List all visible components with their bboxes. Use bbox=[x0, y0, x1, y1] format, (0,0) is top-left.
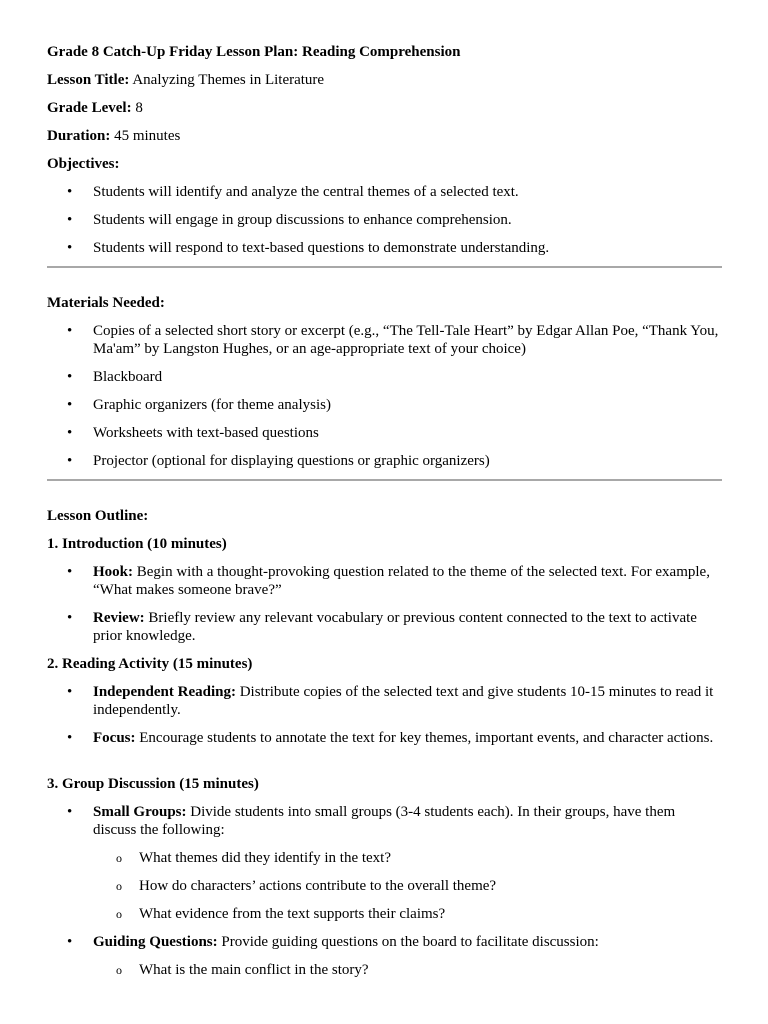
bullet: • bbox=[67, 397, 73, 413]
discussion-question: What evidence from the text supports their claims? bbox=[139, 906, 446, 922]
independent-reading-text: Distribute copies of the selected text and give students 10-15 minutes to read it independently. bbox=[93, 684, 714, 718]
objectives-heading: Objectives: bbox=[47, 156, 120, 172]
small-groups-text: Divide students into small groups (3-4 students each). In their groups, have them discuss the following: bbox=[93, 804, 676, 838]
materials-heading: Materials Needed: bbox=[47, 295, 165, 311]
review-label: Review: bbox=[93, 610, 145, 626]
bullet: • bbox=[67, 453, 73, 469]
bullet: • bbox=[67, 934, 73, 950]
guiding-question: What is the main conflict in the story? bbox=[139, 962, 369, 978]
sub-bullet: o bbox=[116, 879, 122, 893]
discussion-question: How do characters’ actions contribute to the overall theme? bbox=[139, 878, 497, 894]
material-item: Blackboard bbox=[93, 369, 163, 385]
guiding-questions-item bbox=[93, 933, 722, 951]
independent-reading-label: Independent Reading: bbox=[93, 684, 236, 700]
guiding-questions-label: Guiding Questions: bbox=[93, 934, 218, 950]
small-groups-label: Small Groups: bbox=[93, 804, 187, 820]
bullet: • bbox=[67, 425, 73, 441]
bullet: • bbox=[67, 610, 73, 626]
bullet: • bbox=[67, 369, 73, 385]
grade-level-label: Grade Level: bbox=[47, 100, 132, 116]
bullet: • bbox=[67, 564, 73, 580]
material-item: Graphic organizers (for theme analysis) bbox=[93, 397, 331, 413]
bullet: • bbox=[67, 804, 73, 820]
bullet: • bbox=[67, 684, 73, 700]
bullet: • bbox=[67, 184, 73, 200]
grade-level-line bbox=[47, 99, 143, 117]
horizontal-rule bbox=[47, 479, 722, 481]
hook-text: Begin with a thought-provoking question related to the theme of the selected text. For example, “What makes someone brave?” bbox=[93, 564, 710, 598]
sub-bullet: o bbox=[116, 907, 122, 921]
bullet: • bbox=[67, 212, 73, 228]
material-item: Copies of a selected short story or excerpt (e.g., “The Tell-Tale Heart” by Edgar Allan Poe, “Thank You, Ma'am” by Langston Hughes, or an age-appropriate text of your choice) bbox=[93, 323, 719, 357]
independent-reading-item bbox=[93, 683, 722, 719]
objective-item: Students will identify and analyze the central themes of a selected text. bbox=[93, 184, 519, 200]
guiding-questions-text: Provide guiding questions on the board to facilitate discussion: bbox=[221, 934, 599, 950]
review-text: Briefly review any relevant vocabulary or previous content connected to the text to activate prior knowledge. bbox=[93, 610, 697, 644]
material-item: Projector (optional for displaying questions or graphic organizers) bbox=[93, 453, 490, 469]
sub-bullet: o bbox=[116, 851, 122, 865]
group-discussion-heading: 3. Group Discussion (15 minutes) bbox=[47, 776, 259, 792]
bullet: • bbox=[67, 730, 73, 746]
bullet: • bbox=[67, 240, 73, 256]
duration-label: Duration: bbox=[47, 128, 111, 144]
objective-item: Students will engage in group discussions to enhance comprehension. bbox=[93, 212, 512, 228]
focus-text: Encourage students to annotate the text for key themes, important events, and character actions. bbox=[139, 730, 714, 746]
objective-item: Students will respond to text-based questions to demonstrate understanding. bbox=[93, 240, 550, 256]
focus-label: Focus: bbox=[93, 730, 136, 746]
material-item: Worksheets with text-based questions bbox=[93, 425, 319, 441]
discussion-question: What themes did they identify in the text? bbox=[139, 850, 392, 866]
sub-bullet: o bbox=[116, 963, 122, 977]
reading-activity-heading: 2. Reading Activity (15 minutes) bbox=[47, 656, 253, 672]
grade-level-value: 8 bbox=[135, 100, 143, 116]
introduction-heading: 1. Introduction (10 minutes) bbox=[47, 536, 227, 552]
duration-value: 45 minutes bbox=[114, 128, 181, 144]
bullet: • bbox=[67, 323, 73, 339]
hook-item bbox=[93, 563, 722, 599]
review-item bbox=[93, 609, 722, 645]
focus-item bbox=[93, 729, 722, 747]
lesson-outline-heading: Lesson Outline: bbox=[47, 508, 149, 524]
lesson-title-value: Analyzing Themes in Literature bbox=[132, 72, 325, 88]
duration-line bbox=[47, 127, 180, 145]
lesson-title-label: Lesson Title: bbox=[47, 72, 130, 88]
document-title: Grade 8 Catch-Up Friday Lesson Plan: Reading Comprehension bbox=[47, 44, 461, 60]
horizontal-rule bbox=[47, 266, 722, 268]
lesson-title-line bbox=[47, 71, 324, 89]
hook-label: Hook: bbox=[93, 564, 134, 580]
small-groups-item bbox=[93, 803, 722, 839]
